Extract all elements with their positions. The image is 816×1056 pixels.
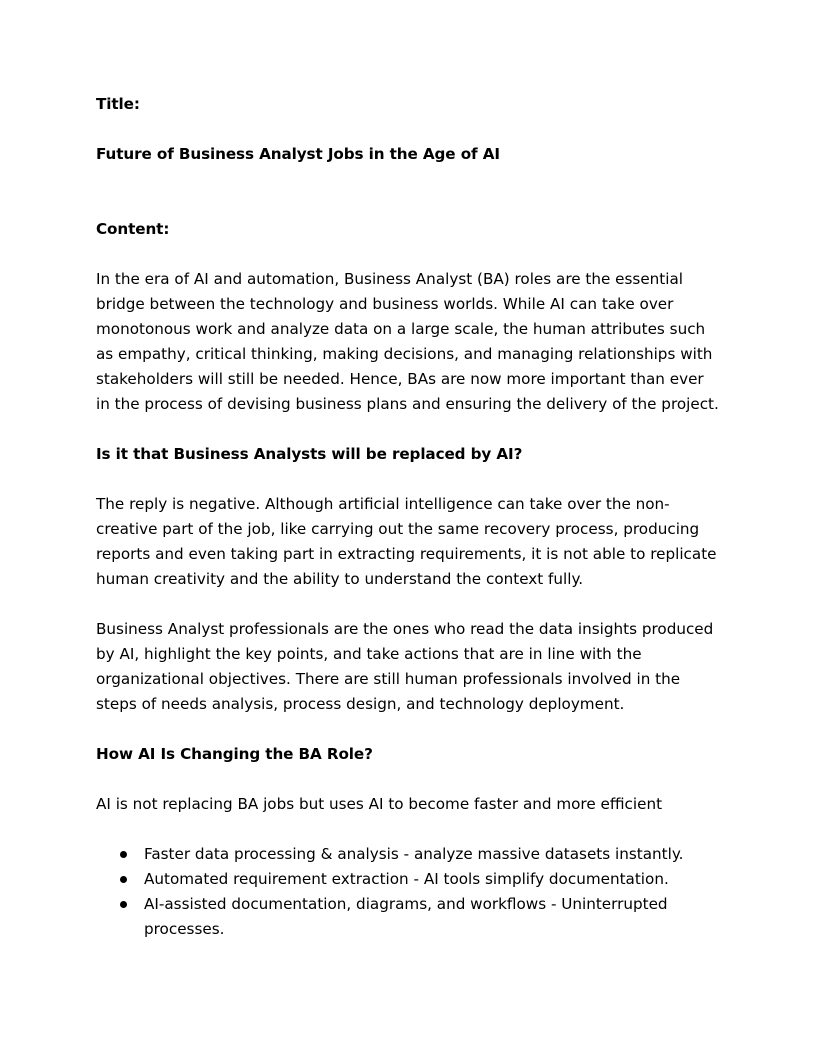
section1-paragraph-2: Business Analyst professionals are the ones who read the data insights produced by AI, highlight the key points, and take actions that are in line with the organizational objectives. There are still human professionals involved in the steps of needs analysis, process design, and technology deployment. — [96, 620, 714, 713]
bullet-icon — [120, 876, 127, 883]
list-item-text: AI-assisted documentation, diagrams, and workflows - Uninterrupted processes. — [144, 895, 668, 938]
bullet-icon — [120, 851, 127, 858]
bullet-icon — [120, 901, 127, 908]
document-title: Future of Business Analyst Jobs in the Age of AI — [96, 145, 500, 163]
content-label: Content: — [96, 220, 170, 238]
list-item — [96, 867, 720, 892]
list-item — [96, 892, 720, 942]
title-label: Title: — [96, 95, 140, 113]
list-item-text: Automated requirement extraction - AI tools simplify documentation. — [144, 870, 669, 888]
section-heading-changing: How AI Is Changing the BA Role? — [96, 745, 373, 763]
intro-paragraph: In the era of AI and automation, Business Analyst (BA) roles are the essential bridge between the technology and business worlds. While AI can take over monotonous work and analyze data on a large scale, the human attributes such as empathy, critical thinking, making decisions, and managing relationships with stakeholders will still be needed. Hence, BAs are now more important than ever in the process of devising business plans and ensuring the delivery of the project. — [96, 270, 719, 413]
list-item — [96, 842, 720, 867]
section2-intro: AI is not replacing BA jobs but uses AI to become faster and more efficient — [96, 795, 663, 813]
document-page — [96, 92, 720, 942]
bullet-list — [96, 842, 720, 942]
section1-paragraph-1: The reply is negative. Although artificial intelligence can take over the non-creative part of the job, like carrying out the same recovery process, producing reports and even taking part in extracting requirements, it is not able to replicate human creativity and the ability to understand the context fully. — [96, 495, 717, 588]
list-item-text: Faster data processing & analysis - analyze massive datasets instantly. — [144, 845, 684, 863]
section-heading-replaced: Is it that Business Analysts will be replaced by AI? — [96, 445, 523, 463]
